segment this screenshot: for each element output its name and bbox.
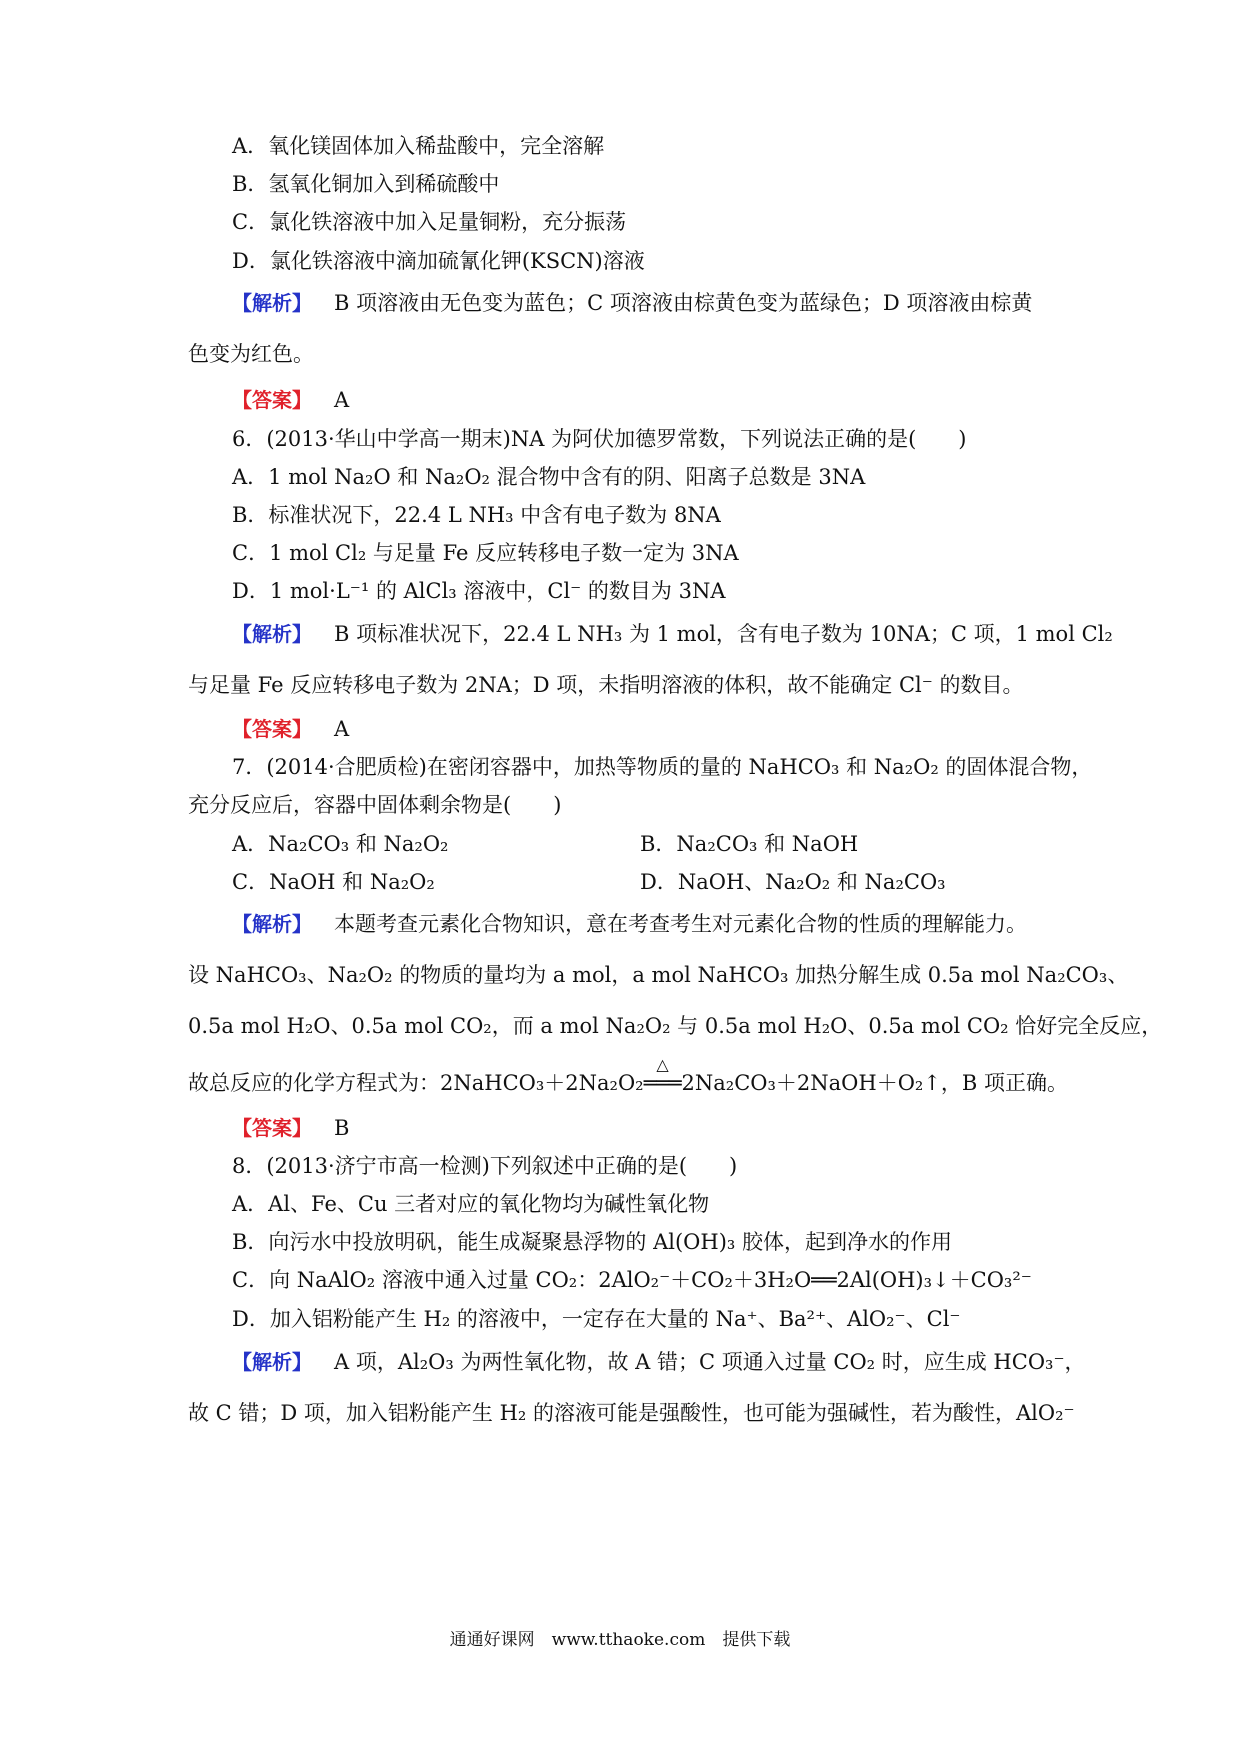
heating-triangle-icon: △ [656, 1055, 669, 1074]
equals-bar: ═══ [643, 1071, 682, 1095]
q7-answer [232, 1113, 349, 1143]
q6-option-b: B．标准状况下，22.4 L NH₃ 中含有电子数为 8NA [232, 503, 721, 527]
q7-option-c: C．NaOH 和 Na₂O₂ [232, 870, 435, 894]
q7-equation-right: 2Na₂CO₃＋2NaOH＋O₂↑，B 项正确。 [681, 1071, 1069, 1095]
q5-analysis-line1 [232, 288, 1032, 318]
q7-options-row2 [232, 867, 435, 897]
answer-tag: 【答案】 [232, 1116, 312, 1140]
q7-stem-line2: 充分反应后，容器中固体剩余物是( ) [188, 793, 562, 817]
q6-answer-value: A [334, 717, 350, 741]
q7-option-a: A．Na₂CO₃ 和 Na₂O₂ [232, 832, 449, 856]
q5-analysis-line2: 色变为红色。 [188, 342, 314, 366]
analysis-tag: 【解析】 [232, 622, 312, 646]
q6-analysis-line2: 与足量 Fe 反应转移电子数为 2NA；D 项，未指明溶液的体积，故不能确定 Cl⁻ 的数目。 [188, 673, 1024, 697]
q8-option-d: D．加入铝粉能产生 H₂ 的溶液中，一定存在大量的 Na⁺、Ba²⁺、AlO₂⁻、Cl⁻ [232, 1307, 961, 1331]
q5-option-b: B．氢氧化铜加入到稀硫酸中 [232, 172, 500, 196]
q7-options-row1 [232, 829, 448, 859]
q6-option-d: D．1 mol·L⁻¹ 的 AlCl₃ 溶液中，Cl⁻ 的数目为 3NA [232, 579, 726, 603]
answer-tag: 【答案】 [232, 388, 312, 412]
q8-option-b: B．向污水中投放明矾，能生成凝聚悬浮物的 Al(OH)₃ 胶体，起到净水的作用 [232, 1230, 952, 1254]
q8-option-a: A．Al、Fe、Cu 三者对应的氧化物均为碱性氧化物 [232, 1192, 710, 1216]
q7-analysis-line2: 设 NaHCO₃、Na₂O₂ 的物质的量均为 a mol，a mol NaHCO₃ 加热分解生成 0.5a mol Na₂CO₃、 [188, 963, 1129, 987]
q5-option-c: C．氯化铁溶液中加入足量铜粉，充分振荡 [232, 210, 627, 234]
q6-stem: 6．(2013·华山中学高一期末)NA 为阿伏加德罗常数，下列说法正确的是( ) [232, 427, 967, 451]
q8-analysis-line2: 故 C 错；D 项，加入铝粉能产生 H₂ 的溶液可能是强酸性，也可能为强碱性，若为酸性，AlO₂⁻ [188, 1401, 1075, 1425]
q8-analysis-text1: A 项，Al₂O₃ 为两性氧化物，故 A 错；C 项通入过量 CO₂ 时，应生成 HCO₃⁻， [334, 1350, 1086, 1374]
q8-analysis-line1 [232, 1347, 1086, 1377]
q6-option-c: C．1 mol Cl₂ 与足量 Fe 反应转移电子数一定为 3NA [232, 541, 739, 565]
q6-answer [232, 714, 349, 744]
answer-tag: 【答案】 [232, 717, 312, 741]
q6-option-a: A．1 mol Na₂O 和 Na₂O₂ 混合物中含有的阴、阳离子总数是 3NA [232, 465, 866, 489]
q5-option-a: A．氧化镁固体加入稀盐酸中，完全溶解 [232, 134, 605, 158]
analysis-tag: 【解析】 [232, 291, 312, 315]
q5-option-d: D．氯化铁溶液中滴加硫氰化钾(KSCN)溶液 [232, 249, 645, 273]
q5-analysis-text1: B 项溶液由无色变为蓝色；C 项溶液由棕黄色变为蓝绿色；D 项溶液由棕黄 [334, 291, 1033, 315]
q5-answer-value: A [334, 388, 350, 412]
analysis-tag: 【解析】 [232, 1350, 312, 1374]
q7-analysis-line3: 0.5a mol H₂O、0.5a mol CO₂，而 a mol Na₂O₂ 与 0.5a mol H₂O、0.5a mol CO₂ 恰好完全反应， [188, 1014, 1163, 1038]
q7-stem-line1: 7．(2014·合肥质检)在密闭容器中，加热等物质的量的 NaHCO₃ 和 Na₂O₂ 的固体混合物， [232, 755, 1093, 779]
q8-stem: 8．(2013·济宁市高一检测)下列叙述中正确的是( ) [232, 1154, 738, 1178]
q6-analysis-line1 [232, 619, 1113, 649]
q7-analysis-text1: 本题考查元素化合物知识，意在考查考生对元素化合物的性质的理解能力。 [334, 912, 1027, 936]
q7-answer-value: B [334, 1116, 350, 1140]
page-footer: 通通好课网 www.tthaoke.com 提供下载 [449, 1630, 791, 1650]
q7-equation-left: 故总反应的化学方程式为：2NaHCO₃＋2Na₂O₂ [188, 1071, 644, 1095]
q7-option-b: B．Na₂CO₃ 和 NaOH [640, 832, 859, 856]
q6-analysis-text1: B 项标准状况下，22.4 L NH₃ 为 1 mol，含有电子数为 10NA；C 项，1 mol Cl₂ [334, 622, 1113, 646]
heat-equals-sign [643, 1055, 682, 1098]
q7-analysis-line4 [188, 1055, 1069, 1098]
q5-answer [232, 385, 349, 415]
q7-analysis-line1 [232, 909, 1027, 939]
q7-option-d: D．NaOH、Na₂O₂ 和 Na₂CO₃ [640, 870, 946, 894]
q8-option-c: C．向 NaAlO₂ 溶液中通入过量 CO₂：2AlO₂⁻＋CO₂＋3H₂O══2Al(OH)₃↓＋CO₃²⁻ [232, 1268, 1032, 1292]
analysis-tag: 【解析】 [232, 912, 312, 936]
